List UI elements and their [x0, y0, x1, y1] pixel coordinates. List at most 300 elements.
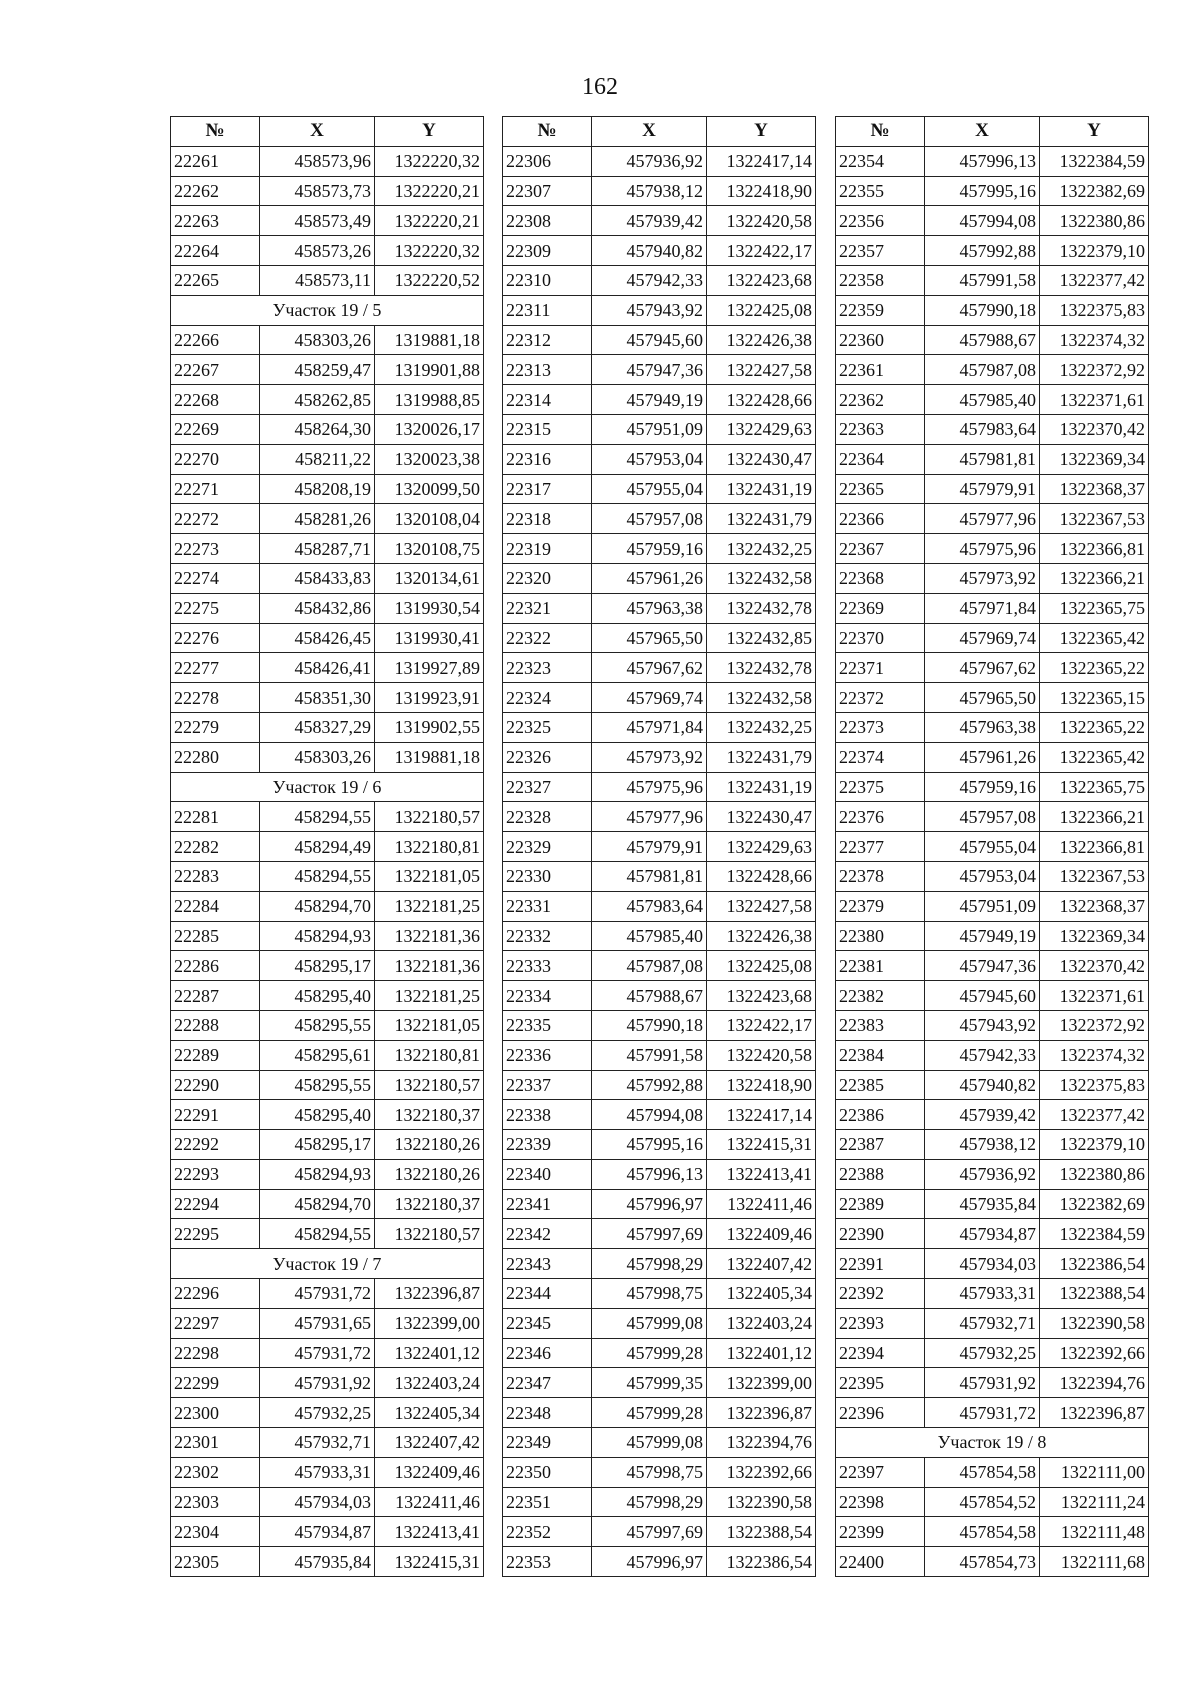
point-number-cell: 22296 [171, 1279, 260, 1309]
header-y: Y [375, 117, 484, 147]
table-row [836, 504, 1149, 534]
y-coordinate-cell: 1320108,04 [375, 504, 484, 534]
y-coordinate-cell: 1322403,24 [707, 1308, 816, 1338]
header-x: X [592, 117, 707, 147]
point-number-cell: 22345 [503, 1308, 592, 1338]
table-row [503, 593, 816, 623]
y-coordinate-cell: 1322396,87 [707, 1398, 816, 1428]
point-number-cell: 22267 [171, 355, 260, 385]
table-row [171, 1368, 484, 1398]
table-row [836, 444, 1149, 474]
table-row [836, 1457, 1149, 1487]
y-coordinate-cell: 1322392,66 [1040, 1338, 1149, 1368]
table-row [503, 534, 816, 564]
x-coordinate-cell: 457942,33 [925, 1040, 1040, 1070]
x-coordinate-cell: 457999,28 [592, 1338, 707, 1368]
point-number-cell: 22301 [171, 1428, 260, 1458]
x-coordinate-cell: 458433,83 [260, 563, 375, 593]
y-coordinate-cell: 1322181,25 [375, 981, 484, 1011]
y-coordinate-cell: 1322401,12 [707, 1338, 816, 1368]
section-row [171, 772, 484, 802]
y-coordinate-cell: 1322432,85 [707, 623, 816, 653]
header-x: X [260, 117, 375, 147]
x-coordinate-cell: 457998,75 [592, 1457, 707, 1487]
point-number-cell: 22332 [503, 921, 592, 951]
point-number-cell: 22285 [171, 921, 260, 951]
x-coordinate-cell: 457963,38 [925, 712, 1040, 742]
x-coordinate-cell: 457934,87 [260, 1517, 375, 1547]
table-row [836, 861, 1149, 891]
x-coordinate-cell: 457945,60 [925, 981, 1040, 1011]
point-number-cell: 22397 [836, 1457, 925, 1487]
x-coordinate-cell: 457988,67 [592, 981, 707, 1011]
y-coordinate-cell: 1322180,26 [375, 1159, 484, 1189]
point-number-cell: 22386 [836, 1100, 925, 1130]
x-coordinate-cell: 457959,16 [592, 534, 707, 564]
y-coordinate-cell: 1322425,08 [707, 295, 816, 325]
point-number-cell: 22265 [171, 265, 260, 295]
point-number-cell: 22334 [503, 981, 592, 1011]
y-coordinate-cell: 1322403,24 [375, 1368, 484, 1398]
table-row [836, 1279, 1149, 1309]
y-coordinate-cell: 1322430,47 [707, 444, 816, 474]
x-coordinate-cell: 457953,04 [592, 444, 707, 474]
table-row [503, 1130, 816, 1160]
y-coordinate-cell: 1322368,37 [1040, 891, 1149, 921]
table-row [836, 474, 1149, 504]
table-row [836, 1487, 1149, 1517]
x-coordinate-cell: 457973,92 [925, 563, 1040, 593]
y-coordinate-cell: 1322388,54 [1040, 1279, 1149, 1309]
table-row [171, 802, 484, 832]
table-row [171, 265, 484, 295]
point-number-cell: 22308 [503, 206, 592, 236]
table-row [503, 1219, 816, 1249]
table-row [836, 772, 1149, 802]
y-coordinate-cell: 1322365,75 [1040, 772, 1149, 802]
table-row [171, 861, 484, 891]
y-coordinate-cell: 1322426,38 [707, 921, 816, 951]
y-coordinate-cell: 1322369,34 [1040, 444, 1149, 474]
x-coordinate-cell: 457995,16 [592, 1130, 707, 1160]
table-row [503, 1547, 816, 1577]
table-row [171, 981, 484, 1011]
x-coordinate-cell: 457854,58 [925, 1517, 1040, 1547]
x-coordinate-cell: 458303,26 [260, 325, 375, 355]
point-number-cell: 22277 [171, 653, 260, 683]
table-row [836, 534, 1149, 564]
point-number-cell: 22372 [836, 683, 925, 713]
table-row [836, 623, 1149, 653]
y-coordinate-cell: 1322111,00 [1040, 1457, 1149, 1487]
point-number-cell: 22366 [836, 504, 925, 534]
x-coordinate-cell: 457947,36 [925, 951, 1040, 981]
x-coordinate-cell: 457990,18 [592, 1010, 707, 1040]
point-number-cell: 22390 [836, 1219, 925, 1249]
point-number-cell: 22375 [836, 772, 925, 802]
y-coordinate-cell: 1319901,88 [375, 355, 484, 385]
table-row [503, 414, 816, 444]
point-number-cell: 22302 [171, 1457, 260, 1487]
y-coordinate-cell: 1319988,85 [375, 385, 484, 415]
point-number-cell: 22333 [503, 951, 592, 981]
point-number-cell: 22281 [171, 802, 260, 832]
x-coordinate-cell: 457932,25 [260, 1398, 375, 1428]
x-coordinate-cell: 457983,64 [925, 414, 1040, 444]
table-row [503, 295, 816, 325]
x-coordinate-cell: 458294,93 [260, 921, 375, 951]
table-row [171, 534, 484, 564]
table-row [171, 1159, 484, 1189]
point-number-cell: 22368 [836, 563, 925, 593]
table-row [503, 1279, 816, 1309]
x-coordinate-cell: 457999,08 [592, 1428, 707, 1458]
x-coordinate-cell: 457997,69 [592, 1517, 707, 1547]
table-row [836, 1130, 1149, 1160]
y-coordinate-cell: 1322180,26 [375, 1130, 484, 1160]
y-coordinate-cell: 1319927,89 [375, 653, 484, 683]
point-number-cell: 22294 [171, 1189, 260, 1219]
point-number-cell: 22336 [503, 1040, 592, 1070]
section-row [171, 295, 484, 325]
point-number-cell: 22279 [171, 712, 260, 742]
point-number-cell: 22340 [503, 1159, 592, 1189]
point-number-cell: 22297 [171, 1308, 260, 1338]
x-coordinate-cell: 457969,74 [925, 623, 1040, 653]
x-coordinate-cell: 457943,92 [592, 295, 707, 325]
y-coordinate-cell: 1322432,78 [707, 653, 816, 683]
point-number-cell: 22269 [171, 414, 260, 444]
x-coordinate-cell: 458208,19 [260, 474, 375, 504]
y-coordinate-cell: 1322220,21 [375, 176, 484, 206]
y-coordinate-cell: 1322428,66 [707, 385, 816, 415]
point-number-cell: 22268 [171, 385, 260, 415]
table-row [836, 265, 1149, 295]
y-coordinate-cell: 1322371,61 [1040, 981, 1149, 1011]
x-coordinate-cell: 457953,04 [925, 861, 1040, 891]
y-coordinate-cell: 1322423,68 [707, 981, 816, 1011]
y-coordinate-cell: 1322220,21 [375, 206, 484, 236]
x-coordinate-cell: 457854,73 [925, 1547, 1040, 1577]
y-coordinate-cell: 1322401,12 [375, 1338, 484, 1368]
y-coordinate-cell: 1322380,86 [1040, 206, 1149, 236]
table-row [503, 712, 816, 742]
y-coordinate-cell: 1322423,68 [707, 265, 816, 295]
table-row [836, 981, 1149, 1011]
table-row [836, 355, 1149, 385]
point-number-cell: 22262 [171, 176, 260, 206]
y-coordinate-cell: 1322384,59 [1040, 1219, 1149, 1249]
point-number-cell: 22381 [836, 951, 925, 981]
point-number-cell: 22399 [836, 1517, 925, 1547]
x-coordinate-cell: 458294,70 [260, 1189, 375, 1219]
point-number-cell: 22284 [171, 891, 260, 921]
table-row [503, 1368, 816, 1398]
table-row [503, 921, 816, 951]
table-row [171, 1070, 484, 1100]
x-coordinate-cell: 458573,96 [260, 146, 375, 176]
x-coordinate-cell: 457983,64 [592, 891, 707, 921]
y-coordinate-cell: 1322405,34 [707, 1279, 816, 1309]
y-coordinate-cell: 1322377,42 [1040, 265, 1149, 295]
table-row [503, 683, 816, 713]
point-number-cell: 22317 [503, 474, 592, 504]
point-number-cell: 22373 [836, 712, 925, 742]
point-number-cell: 22362 [836, 385, 925, 415]
x-coordinate-cell: 457957,08 [592, 504, 707, 534]
point-number-cell: 22318 [503, 504, 592, 534]
point-number-cell: 22276 [171, 623, 260, 653]
table-row [503, 444, 816, 474]
table-row [836, 1547, 1149, 1577]
point-number-cell: 22347 [503, 1368, 592, 1398]
point-number-cell: 22343 [503, 1249, 592, 1279]
y-coordinate-cell: 1322111,24 [1040, 1487, 1149, 1517]
table-row [836, 653, 1149, 683]
table-row [503, 1159, 816, 1189]
y-coordinate-cell: 1322411,46 [707, 1189, 816, 1219]
point-number-cell: 22335 [503, 1010, 592, 1040]
point-number-cell: 22353 [503, 1547, 592, 1577]
table-row [171, 1279, 484, 1309]
x-coordinate-cell: 458573,73 [260, 176, 375, 206]
y-coordinate-cell: 1322374,32 [1040, 325, 1149, 355]
y-coordinate-cell: 1322382,69 [1040, 176, 1149, 206]
x-coordinate-cell: 457932,25 [925, 1338, 1040, 1368]
table-header-row [836, 117, 1149, 147]
point-number-cell: 22273 [171, 534, 260, 564]
y-coordinate-cell: 1322428,66 [707, 861, 816, 891]
x-coordinate-cell: 458294,55 [260, 861, 375, 891]
point-number-cell: 22348 [503, 1398, 592, 1428]
point-number-cell: 22374 [836, 742, 925, 772]
table-row [171, 1428, 484, 1458]
point-number-cell: 22289 [171, 1040, 260, 1070]
table-row [503, 236, 816, 266]
table-row [171, 1100, 484, 1130]
point-number-cell: 22311 [503, 295, 592, 325]
point-number-cell: 22392 [836, 1279, 925, 1309]
x-coordinate-cell: 457945,60 [592, 325, 707, 355]
x-coordinate-cell: 457967,62 [925, 653, 1040, 683]
point-number-cell: 22310 [503, 265, 592, 295]
point-number-cell: 22371 [836, 653, 925, 683]
table-row [171, 355, 484, 385]
table-row [503, 742, 816, 772]
table-row [836, 683, 1149, 713]
section-row [836, 1428, 1149, 1458]
point-number-cell: 22299 [171, 1368, 260, 1398]
y-coordinate-cell: 1322429,63 [707, 832, 816, 862]
y-coordinate-cell: 1322377,42 [1040, 1100, 1149, 1130]
point-number-cell: 22388 [836, 1159, 925, 1189]
point-number-cell: 22313 [503, 355, 592, 385]
y-coordinate-cell: 1319930,41 [375, 623, 484, 653]
table-row [171, 1338, 484, 1368]
x-coordinate-cell: 457961,26 [925, 742, 1040, 772]
table-row [836, 1189, 1149, 1219]
x-coordinate-cell: 457965,50 [925, 683, 1040, 713]
y-coordinate-cell: 1322413,41 [375, 1517, 484, 1547]
x-coordinate-cell: 457935,84 [260, 1547, 375, 1577]
x-coordinate-cell: 458281,26 [260, 504, 375, 534]
y-coordinate-cell: 1322431,79 [707, 504, 816, 534]
table-row [836, 921, 1149, 951]
x-coordinate-cell: 458294,55 [260, 802, 375, 832]
x-coordinate-cell: 457991,58 [925, 265, 1040, 295]
y-coordinate-cell: 1322220,32 [375, 146, 484, 176]
y-coordinate-cell: 1322420,58 [707, 206, 816, 236]
point-number-cell: 22377 [836, 832, 925, 862]
point-number-cell: 22360 [836, 325, 925, 355]
y-coordinate-cell: 1322411,46 [375, 1487, 484, 1517]
x-coordinate-cell: 457931,72 [260, 1338, 375, 1368]
y-coordinate-cell: 1322111,48 [1040, 1517, 1149, 1547]
y-coordinate-cell: 1322409,46 [707, 1219, 816, 1249]
y-coordinate-cell: 1322180,37 [375, 1189, 484, 1219]
point-number-cell: 22272 [171, 504, 260, 534]
table-row [171, 504, 484, 534]
y-coordinate-cell: 1322369,34 [1040, 921, 1149, 951]
y-coordinate-cell: 1322399,00 [707, 1368, 816, 1398]
x-coordinate-cell: 457995,16 [925, 176, 1040, 206]
x-coordinate-cell: 458262,85 [260, 385, 375, 415]
point-number-cell: 22323 [503, 653, 592, 683]
point-number-cell: 22280 [171, 742, 260, 772]
table-row [503, 1487, 816, 1517]
y-coordinate-cell: 1322432,78 [707, 593, 816, 623]
point-number-cell: 22331 [503, 891, 592, 921]
y-coordinate-cell: 1322180,57 [375, 1070, 484, 1100]
point-number-cell: 22274 [171, 563, 260, 593]
table-row [503, 563, 816, 593]
y-coordinate-cell: 1322417,14 [707, 1100, 816, 1130]
y-coordinate-cell: 1322390,58 [707, 1487, 816, 1517]
table-row [171, 1010, 484, 1040]
table-row [836, 385, 1149, 415]
point-number-cell: 22319 [503, 534, 592, 564]
y-coordinate-cell: 1322180,57 [375, 802, 484, 832]
y-coordinate-cell: 1322374,32 [1040, 1040, 1149, 1070]
table-row [171, 653, 484, 683]
y-coordinate-cell: 1322430,47 [707, 802, 816, 832]
point-number-cell: 22288 [171, 1010, 260, 1040]
table-row [171, 1308, 484, 1338]
table-row [171, 1517, 484, 1547]
y-coordinate-cell: 1319923,91 [375, 683, 484, 713]
x-coordinate-cell: 457931,92 [260, 1368, 375, 1398]
table-row [503, 1517, 816, 1547]
table-row [836, 1249, 1149, 1279]
table-row [836, 236, 1149, 266]
table-row [503, 623, 816, 653]
table-row [503, 951, 816, 981]
point-number-cell: 22355 [836, 176, 925, 206]
y-coordinate-cell: 1322181,36 [375, 921, 484, 951]
point-number-cell: 22379 [836, 891, 925, 921]
point-number-cell: 22303 [171, 1487, 260, 1517]
y-coordinate-cell: 1322379,10 [1040, 236, 1149, 266]
y-coordinate-cell: 1322366,21 [1040, 563, 1149, 593]
point-number-cell: 22400 [836, 1547, 925, 1577]
y-coordinate-cell: 1322413,41 [707, 1159, 816, 1189]
point-number-cell: 22327 [503, 772, 592, 802]
point-number-cell: 22363 [836, 414, 925, 444]
x-coordinate-cell: 458211,22 [260, 444, 375, 474]
table-row [503, 146, 816, 176]
point-number-cell: 22344 [503, 1279, 592, 1309]
y-coordinate-cell: 1322180,37 [375, 1100, 484, 1130]
y-coordinate-cell: 1322386,54 [707, 1547, 816, 1577]
point-number-cell: 22376 [836, 802, 925, 832]
point-number-cell: 22365 [836, 474, 925, 504]
table-row [836, 1338, 1149, 1368]
y-coordinate-cell: 1320134,61 [375, 563, 484, 593]
x-coordinate-cell: 457947,36 [592, 355, 707, 385]
point-number-cell: 22290 [171, 1070, 260, 1100]
y-coordinate-cell: 1322429,63 [707, 414, 816, 444]
table-row [503, 325, 816, 355]
y-coordinate-cell: 1322365,22 [1040, 712, 1149, 742]
point-number-cell: 22359 [836, 295, 925, 325]
x-coordinate-cell: 457991,58 [592, 1040, 707, 1070]
y-coordinate-cell: 1319881,18 [375, 742, 484, 772]
x-coordinate-cell: 457985,40 [592, 921, 707, 951]
y-coordinate-cell: 1322181,05 [375, 861, 484, 891]
table-row [503, 772, 816, 802]
point-number-cell: 22338 [503, 1100, 592, 1130]
y-coordinate-cell: 1322392,66 [707, 1457, 816, 1487]
table-row [836, 1517, 1149, 1547]
point-number-cell: 22354 [836, 146, 925, 176]
x-coordinate-cell: 457979,91 [925, 474, 1040, 504]
point-number-cell: 22378 [836, 861, 925, 891]
table-row [836, 1010, 1149, 1040]
x-coordinate-cell: 457935,84 [925, 1189, 1040, 1219]
table-row [171, 623, 484, 653]
x-coordinate-cell: 457961,26 [592, 563, 707, 593]
header-y: Y [707, 117, 816, 147]
x-coordinate-cell: 458295,61 [260, 1040, 375, 1070]
table-row [171, 1457, 484, 1487]
x-coordinate-cell: 457951,09 [592, 414, 707, 444]
table-row [503, 265, 816, 295]
x-coordinate-cell: 457934,03 [925, 1249, 1040, 1279]
point-number-cell: 22357 [836, 236, 925, 266]
point-number-cell: 22337 [503, 1070, 592, 1100]
point-number-cell: 22278 [171, 683, 260, 713]
table-row [836, 295, 1149, 325]
point-number-cell: 22307 [503, 176, 592, 206]
y-coordinate-cell: 1320108,75 [375, 534, 484, 564]
y-coordinate-cell: 1322432,25 [707, 534, 816, 564]
table-header-row [503, 117, 816, 147]
x-coordinate-cell: 457999,28 [592, 1398, 707, 1428]
table-row [503, 176, 816, 206]
table-row [171, 206, 484, 236]
x-coordinate-cell: 458327,29 [260, 712, 375, 742]
y-coordinate-cell: 1322180,57 [375, 1219, 484, 1249]
table-row [171, 1487, 484, 1517]
x-coordinate-cell: 457998,29 [592, 1249, 707, 1279]
table-row [836, 325, 1149, 355]
header-number: № [171, 117, 260, 147]
y-coordinate-cell: 1322407,42 [707, 1249, 816, 1279]
table-row [503, 653, 816, 683]
point-number-cell: 22312 [503, 325, 592, 355]
y-coordinate-cell: 1322432,25 [707, 712, 816, 742]
table-row [171, 593, 484, 623]
